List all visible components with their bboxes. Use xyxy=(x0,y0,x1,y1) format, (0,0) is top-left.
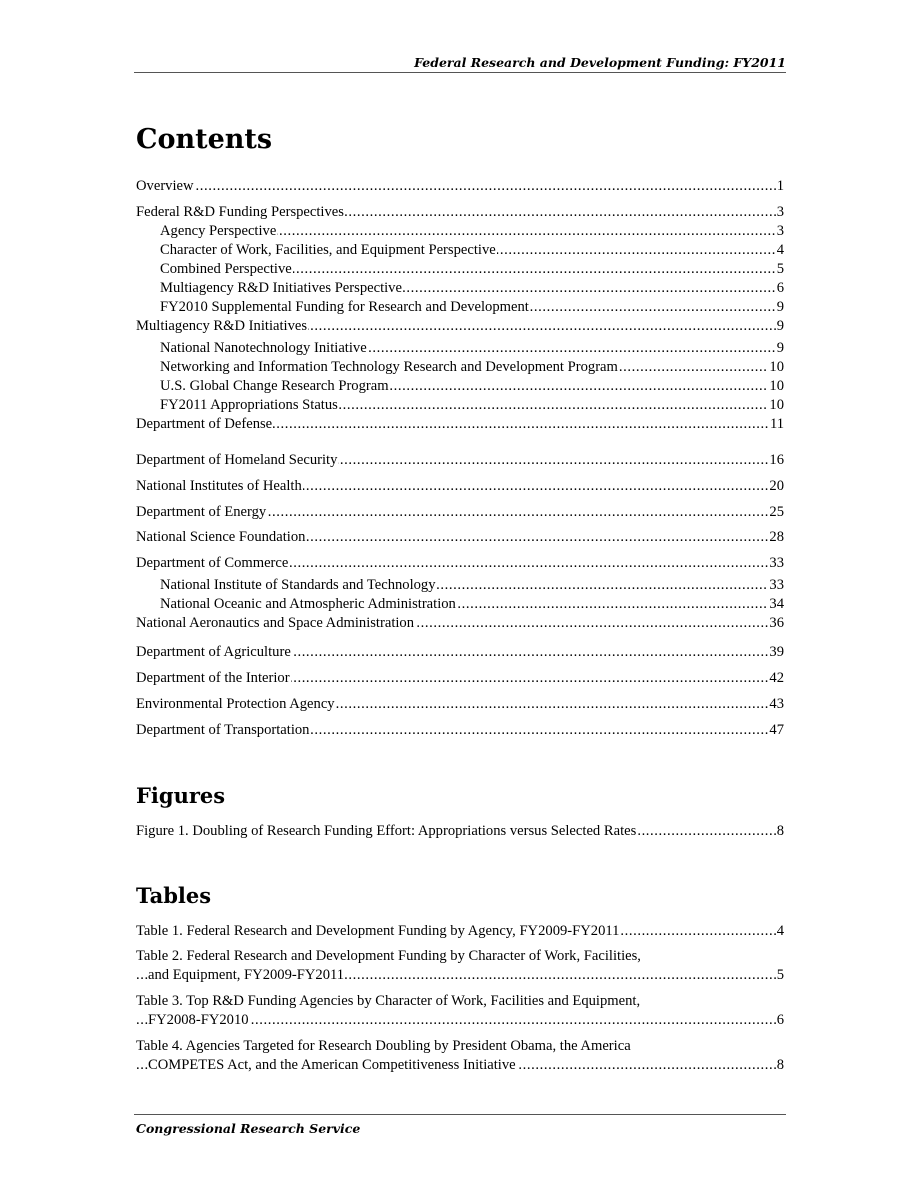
contents-list xyxy=(136,503,784,522)
toc-entry[interactable]: Department of Commerce 33 ..... xyxy=(136,554,784,573)
figures-heading: Figures xyxy=(136,783,226,808)
toc-entry[interactable]: Multiagency R&D Initiatives 9 ..... xyxy=(136,317,784,336)
toc-subentry[interactable]: U.S. Global Change Research Program 10 ..... xyxy=(136,377,784,396)
contents-list xyxy=(136,643,784,662)
tables-list xyxy=(136,1037,784,1075)
toc-subentry[interactable]: Character of Work, Facilities, and Equipment Perspective 4 ..... xyxy=(136,241,784,260)
table-entry[interactable]: Table 3. Top R&D Funding Agencies by Character of Work, Facilities and Equipment, FY2008-FY2010 6 ..... xyxy=(136,992,784,1030)
contents-list xyxy=(136,177,784,196)
contents-list xyxy=(136,554,784,633)
contents-list xyxy=(136,669,784,688)
toc-subentry[interactable]: FY2010 Supplemental Funding for Research and Development 9 ..... xyxy=(136,298,784,317)
figures-list xyxy=(136,822,784,841)
toc-entry[interactable]: Department of Transportation 47 ..... xyxy=(136,721,784,740)
toc-entry[interactable]: Department of Agriculture 39 ..... xyxy=(136,643,784,662)
contents-list xyxy=(136,721,784,740)
toc-entry[interactable]: Environmental Protection Agency 43 ..... xyxy=(136,695,784,714)
contents-list xyxy=(136,477,784,496)
toc-subentry[interactable]: National Oceanic and Atmospheric Administration 34 ..... xyxy=(136,595,784,614)
figure-entry[interactable]: Figure 1. Doubling of Research Funding Effort: Appropriations versus Selected Rates 8 ..... xyxy=(136,822,784,841)
tables-list xyxy=(136,992,784,1030)
toc-entry[interactable]: National Institutes of Health 20 ..... xyxy=(136,477,784,496)
table-entry[interactable]: Table 4. Agencies Targeted for Research Doubling by President Obama, the America COMPETES Act, and the American Competitiveness Initiative 8 ..... xyxy=(136,1037,784,1075)
toc-subentry[interactable]: Networking and Information Technology Research and Development Program 10 ..... xyxy=(136,358,784,377)
toc-entry[interactable]: Department of the Interior 42 ..... xyxy=(136,669,784,688)
tables-list xyxy=(136,922,784,941)
contents-list xyxy=(136,528,784,547)
header-rule xyxy=(134,72,786,73)
toc-entry[interactable]: Department of Energy 25 ..... xyxy=(136,503,784,522)
toc-entry[interactable]: Department of Defense 11 ..... xyxy=(136,415,784,434)
table-entry[interactable]: Table 1. Federal Research and Development Funding by Agency, FY2009-FY2011 4 ..... xyxy=(136,922,784,941)
toc-entry[interactable]: Overview 1 ..... xyxy=(136,177,784,196)
toc-entry[interactable]: National Aeronautics and Space Administration 36 ..... xyxy=(136,614,784,633)
contents-list xyxy=(136,451,784,470)
tables-list xyxy=(136,947,784,985)
running-header: Federal Research and Development Funding: FY2011 xyxy=(414,55,786,70)
toc-subentry[interactable]: Agency Perspective 3 ..... xyxy=(136,222,784,241)
contents-list xyxy=(136,695,784,714)
toc-subentry[interactable]: National Institute of Standards and Technology 33 ..... xyxy=(136,576,784,595)
contents-list xyxy=(136,203,784,434)
toc-subentry[interactable]: National Nanotechnology Initiative 9 ..... xyxy=(136,339,784,358)
toc-entry[interactable]: National Science Foundation 28 ..... xyxy=(136,528,784,547)
contents-heading: Contents xyxy=(136,124,273,155)
toc-subentry[interactable]: Multiagency R&D Initiatives Perspective 6 ..... xyxy=(136,279,784,298)
footer-rule xyxy=(134,1114,786,1115)
toc-entry[interactable]: Department of Homeland Security 16 ..... xyxy=(136,451,784,470)
running-footer: Congressional Research Service xyxy=(136,1121,361,1136)
table-entry[interactable]: Table 2. Federal Research and Development Funding by Character of Work, Facilities, and Equipment, FY2009-FY2011 5 ..... xyxy=(136,947,784,985)
tables-heading: Tables xyxy=(136,883,212,908)
toc-entry[interactable]: Federal R&D Funding Perspectives 3 ..... xyxy=(136,203,784,222)
toc-subentry[interactable]: FY2011 Appropriations Status 10 ..... xyxy=(136,396,784,415)
toc-subentry[interactable]: Combined Perspective 5 ..... xyxy=(136,260,784,279)
